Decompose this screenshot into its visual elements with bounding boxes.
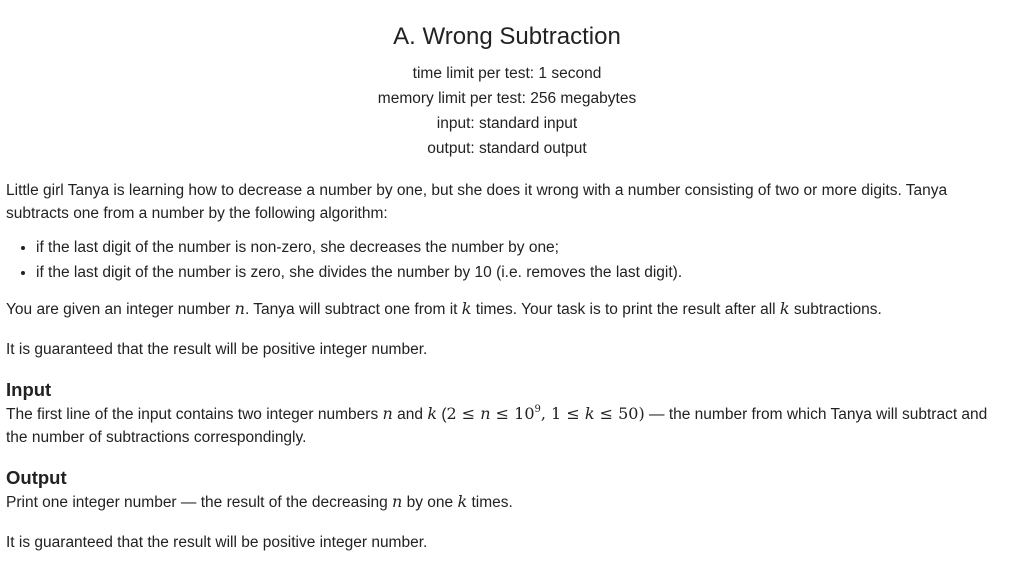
output-text: times. xyxy=(467,494,513,511)
math-var-n: n xyxy=(234,299,245,318)
output-heading: Output xyxy=(6,467,67,488)
problem-header xyxy=(0,0,1014,161)
math-var-n: n xyxy=(392,492,403,511)
task-text: times. Your task is to print the result after all xyxy=(471,301,780,318)
task-paragraph xyxy=(6,297,1008,321)
output-spec: output: standard output xyxy=(427,140,587,157)
math-var-k: k xyxy=(461,299,472,318)
input-text: The first line of the input contains two integer numbers xyxy=(6,406,383,423)
list-item: • if the last digit of the number is zero, she divides the number by 10 (i.e. removes the last digit). xyxy=(36,260,1008,285)
rules-list xyxy=(6,235,1008,285)
input-heading: Input xyxy=(6,379,52,400)
task-text: You are given an integer number xyxy=(6,301,235,318)
problem-statement xyxy=(0,179,1014,554)
input-paragraph xyxy=(6,402,1008,449)
math-var-k: k xyxy=(584,404,595,423)
math-var-n: n xyxy=(382,404,393,423)
math-var-n: n xyxy=(480,404,491,423)
output-text: Print one integer number — the result of the decreasing xyxy=(6,494,392,511)
input-text: ( xyxy=(437,406,447,423)
memory-limit: memory limit per test: 256 megabytes xyxy=(377,90,637,107)
math-constraint: 2 xyxy=(446,404,457,423)
math-constraint: 1 xyxy=(551,404,562,423)
list-item: • if the last digit of the number is non-zero, she decreases the number by one; xyxy=(36,235,1008,260)
task-text: . Tanya will subtract one from it xyxy=(244,301,462,318)
math-constraint: 10 xyxy=(514,404,535,423)
output-paragraph xyxy=(6,490,1008,514)
input-text: — the number from which Tanya will subtract and the number of subtractions correspondingly. xyxy=(6,406,988,446)
guarantee-paragraph: It is guaranteed that the result will be positive integer number. xyxy=(6,341,428,358)
time-limit: time limit per test: 1 second xyxy=(412,65,602,82)
output-text: by one xyxy=(402,494,458,511)
math-var-k: k xyxy=(427,404,438,423)
legend-intro: Little girl Tanya is learning how to decrease a number by one, but she does it wrong with a number consisting of two or more digits. Tanya subtracts one from a number by the following algorithm: xyxy=(6,182,948,222)
math-constraint: ≤ xyxy=(594,404,619,423)
input-text: and xyxy=(392,406,428,423)
math-constraint: ≤ xyxy=(561,404,585,423)
task-text: subtractions. xyxy=(789,301,882,318)
math-constraint: ) xyxy=(638,404,645,423)
problem-title: A. Wrong Subtraction xyxy=(393,23,621,50)
output-guarantee: It is guaranteed that the result will be positive integer number. xyxy=(6,534,428,551)
math-constraint: 50 xyxy=(618,404,639,423)
math-var-k: k xyxy=(457,492,468,511)
math-constraint: , xyxy=(540,404,552,423)
math-constraint: ≤ xyxy=(456,404,481,423)
input-spec: input: standard input xyxy=(436,115,578,132)
math-exponent: 9 xyxy=(534,404,541,415)
math-var-k: k xyxy=(779,299,790,318)
math-constraint: ≤ xyxy=(490,404,515,423)
